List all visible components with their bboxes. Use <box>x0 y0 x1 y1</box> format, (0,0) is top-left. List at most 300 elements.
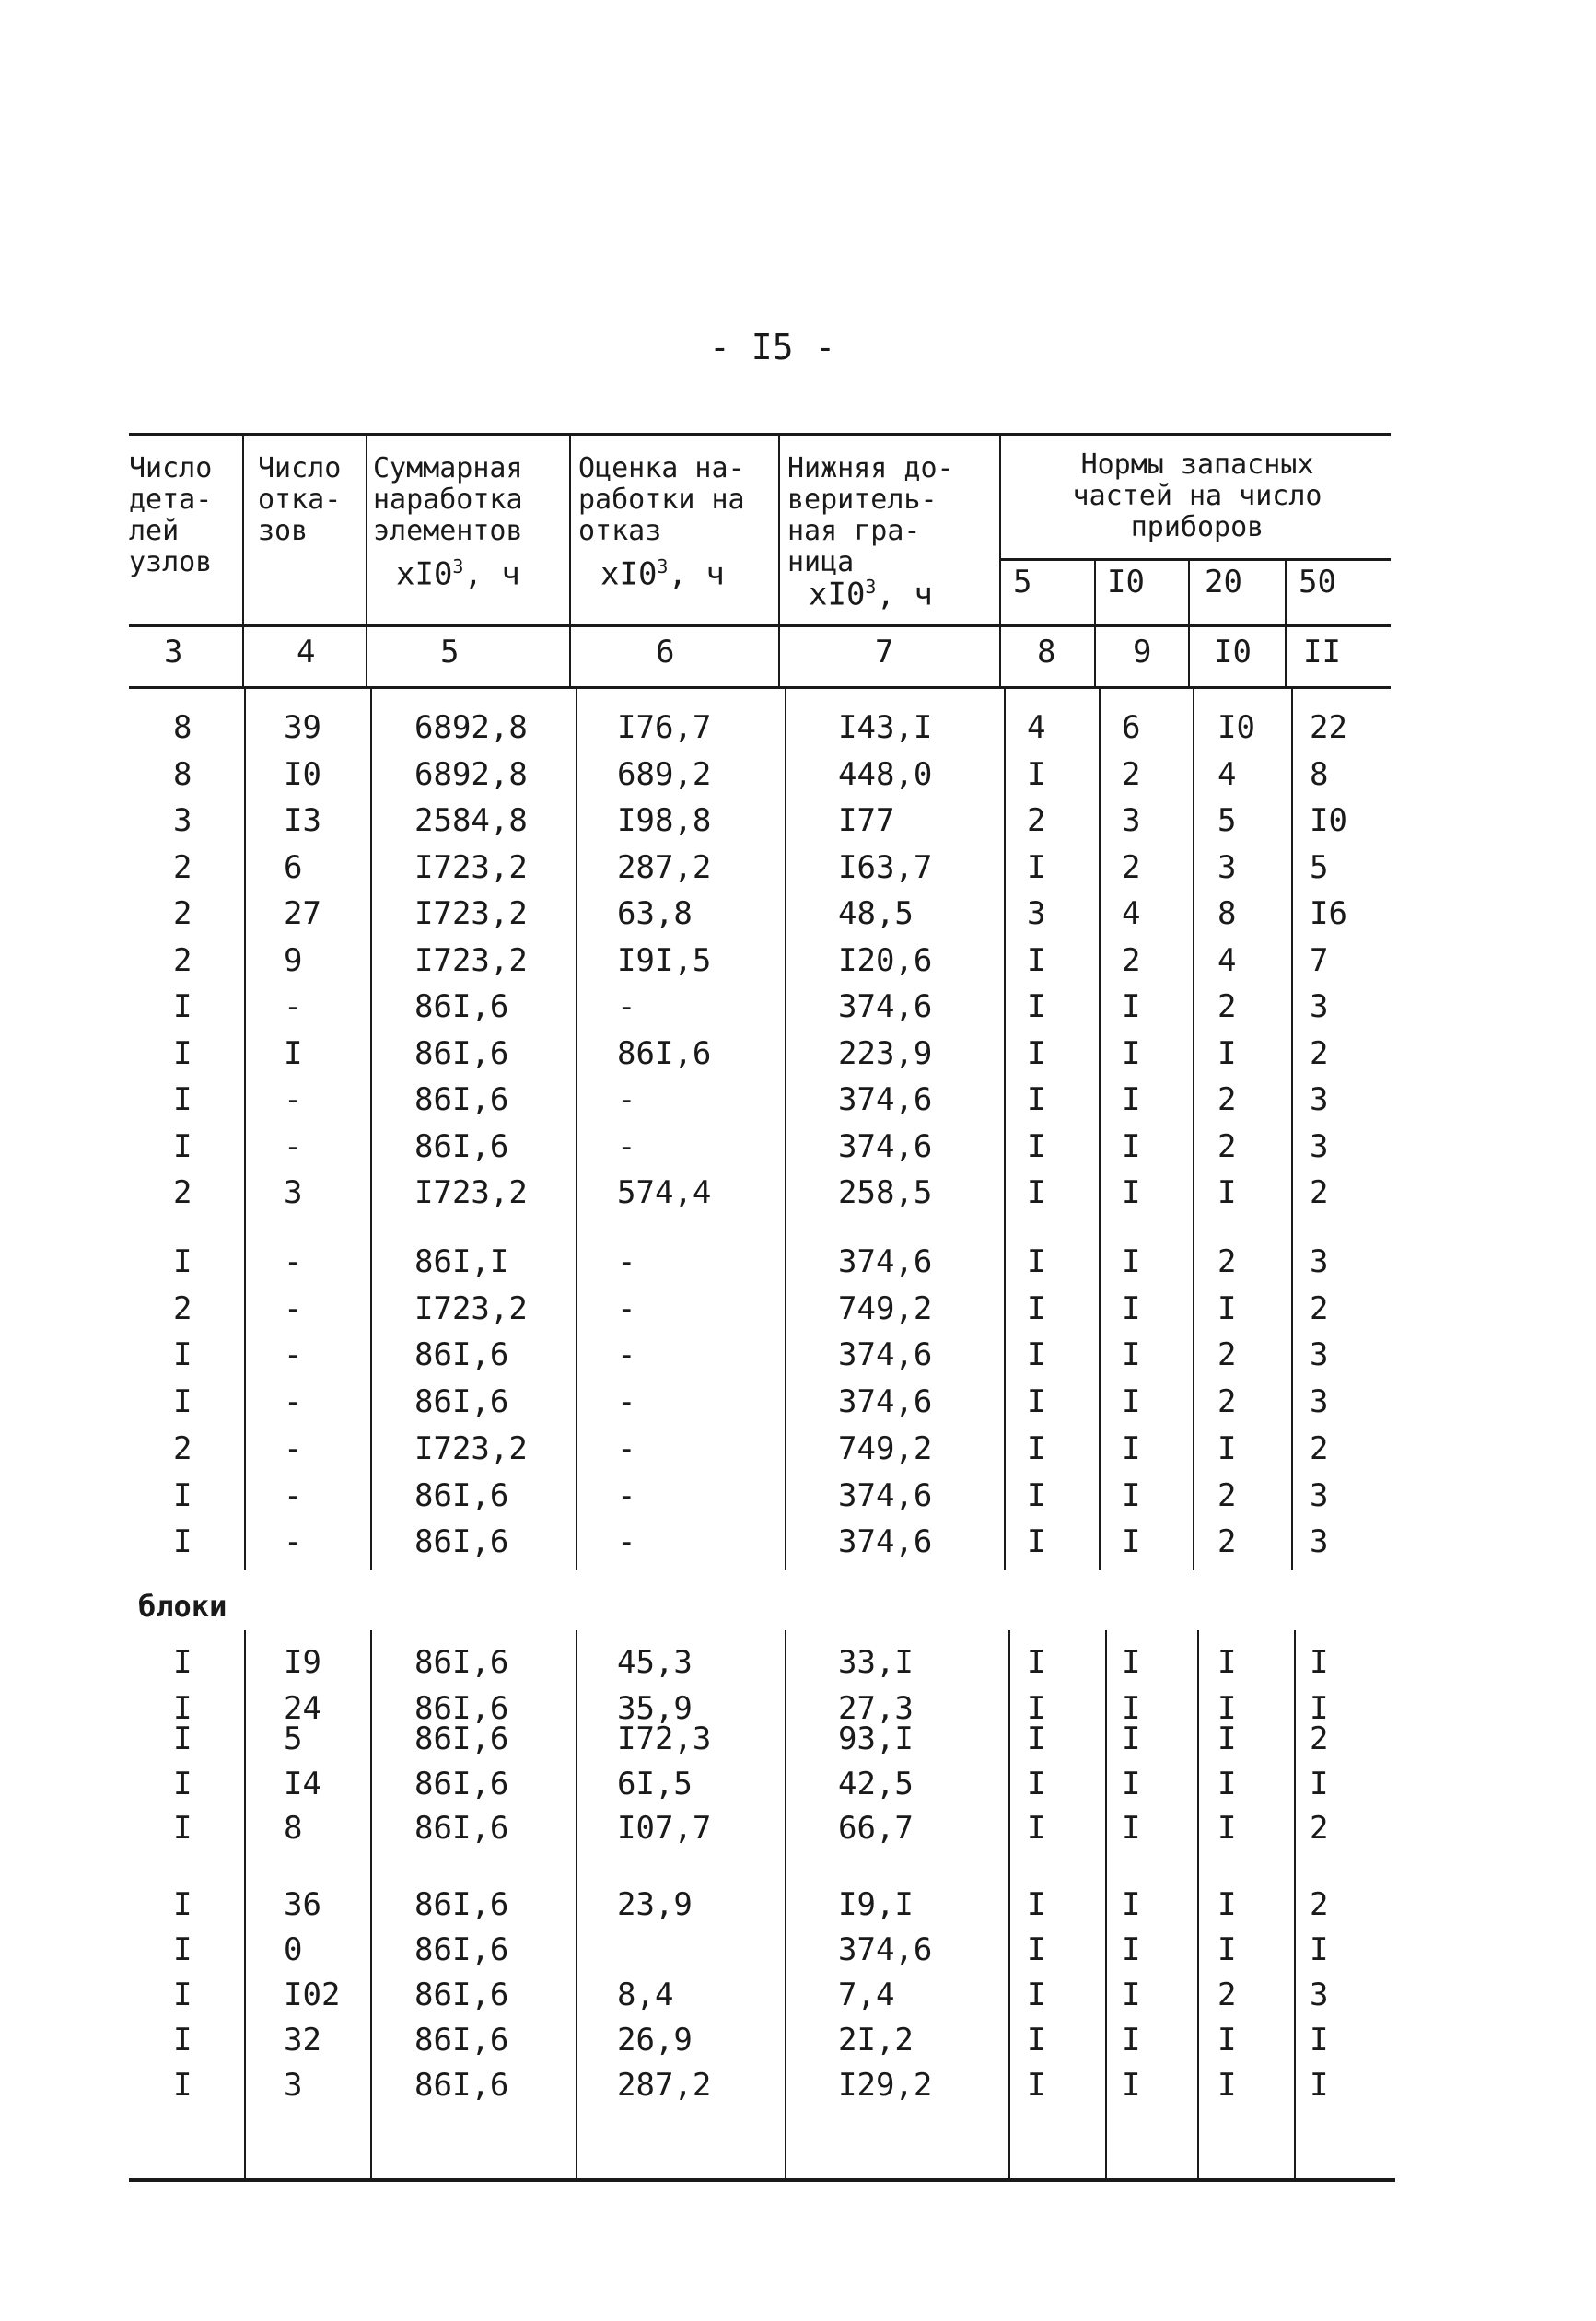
table-cell: 48,5 <box>838 895 914 932</box>
table-cell: I <box>173 2022 192 2059</box>
table-cell: 63,8 <box>617 895 693 932</box>
table-cell: 2 <box>1122 755 1141 793</box>
table-cell: 86I,6 <box>617 1034 712 1072</box>
table-cell: I <box>1122 1081 1141 1118</box>
table-cell: - <box>617 1243 636 1280</box>
table-cell: I <box>1027 1289 1046 1327</box>
table-cell: 6 <box>1122 709 1141 746</box>
table-cell: 2 <box>1310 1886 1329 1923</box>
table-cell: I723,2 <box>414 941 528 979</box>
table-cell: I <box>1027 2022 1046 2059</box>
table-cell: 86I,I <box>414 1243 509 1280</box>
table-cell: I <box>1122 1429 1141 1467</box>
vertical-rule <box>785 1630 786 2178</box>
page-number: - I5 - <box>709 327 836 367</box>
vertical-rule <box>1294 1630 1296 2178</box>
table-cell: I0 <box>1217 709 1255 746</box>
table-cell: I <box>1122 1336 1141 1374</box>
table-cell: I <box>1122 1886 1141 1923</box>
table-cell: I <box>173 1765 192 1802</box>
table-cell: 8 <box>284 1810 303 1847</box>
table-cell: I <box>173 1644 192 1681</box>
table-cell: 3 <box>1310 1977 1329 2013</box>
table-cell: 3 <box>1310 1081 1329 1118</box>
vertical-rule <box>370 686 372 1570</box>
table-cell: I <box>1027 1810 1046 1847</box>
table-cell: 3 <box>1310 1336 1329 1374</box>
table-cell: - <box>617 1081 636 1118</box>
table-cell: I <box>1122 1523 1141 1561</box>
vertical-rule <box>242 433 244 686</box>
table-cell: I <box>1122 1289 1141 1327</box>
table-cell: 2 <box>1217 1383 1237 1421</box>
table-cell: I <box>1217 1289 1237 1327</box>
table-cell: I3 <box>284 802 321 839</box>
table-cell: 3 <box>284 1174 303 1211</box>
table-cell: I <box>1122 1977 1141 2013</box>
table-cell: I <box>1217 1720 1237 1757</box>
column-number: 9 <box>1133 634 1152 671</box>
table-cell: 2584,8 <box>414 802 528 839</box>
table-cell: 2 <box>173 895 192 932</box>
table-cell: I <box>1122 1765 1141 1802</box>
table-cell: 4 <box>1122 895 1141 932</box>
table-cell: I <box>1027 1931 1046 1968</box>
vertical-rule <box>999 433 1001 686</box>
vertical-rule <box>1285 558 1287 686</box>
unit-col6: $xI0^3$, ч <box>600 555 725 593</box>
table-cell: 6892,8 <box>414 755 528 793</box>
table-cell: 23,9 <box>617 1886 693 1923</box>
table-cell: 374,6 <box>838 1081 933 1118</box>
table-cell: 86I,6 <box>414 1336 509 1374</box>
table-cell: I <box>173 1081 192 1118</box>
table-cell: 6I,5 <box>617 1765 693 1802</box>
table-cell: I <box>284 1034 303 1072</box>
table-cell: I <box>1217 2067 1237 2104</box>
table-cell: I <box>1027 1174 1046 1211</box>
table-cell: 86I,6 <box>414 1931 509 1968</box>
table-cell: 6892,8 <box>414 709 528 746</box>
table-cell: I9 <box>284 1644 321 1681</box>
table-cell: 2 <box>173 1174 192 1211</box>
table-cell: 2 <box>1217 1336 1237 1374</box>
column-number: 7 <box>875 634 894 671</box>
table-cell: 42,5 <box>838 1765 914 1802</box>
table-cell: 86I,6 <box>414 1383 509 1421</box>
table-cell: 32 <box>284 2022 321 2059</box>
table-cell: - <box>617 1523 636 1561</box>
spare-col-20: 20 <box>1205 564 1242 601</box>
table-cell: 3 <box>284 2067 303 2104</box>
table-cell: 2 <box>1122 848 1141 886</box>
horizontal-rule <box>129 624 1391 627</box>
table-cell: 2 <box>1310 1289 1329 1327</box>
table-cell: 2 <box>1217 1476 1237 1514</box>
table-cell: 2 <box>1122 941 1141 979</box>
table-cell: 2 <box>1310 1810 1329 1847</box>
table-cell: - <box>284 1383 303 1421</box>
table-cell: I98,8 <box>617 802 712 839</box>
table-cell: I <box>1217 1765 1237 1802</box>
table-cell: I723,2 <box>414 1174 528 1211</box>
table-cell: - <box>617 1429 636 1467</box>
table-cell: 9 <box>284 941 303 979</box>
table-cell: 374,6 <box>838 1931 933 1968</box>
table-cell: I <box>173 1977 192 2013</box>
table-cell: I <box>1027 1034 1046 1072</box>
table-cell: 5 <box>284 1720 303 1757</box>
table-cell: 374,6 <box>838 1243 933 1280</box>
table-cell: I <box>1217 1644 1237 1681</box>
table-cell: 33,I <box>838 1644 914 1681</box>
table-cell: I <box>1122 1243 1141 1280</box>
table-cell: - <box>284 1081 303 1118</box>
table-cell: I <box>173 1931 192 1968</box>
table-cell: I <box>173 988 192 1025</box>
table-cell: I <box>1122 1644 1141 1681</box>
horizontal-rule <box>999 558 1391 561</box>
table-cell: 45,3 <box>617 1644 693 1681</box>
table-cell: I <box>173 1523 192 1561</box>
table-cell: 27,3 <box>838 1690 914 1727</box>
table-cell: I <box>1027 1336 1046 1374</box>
header-col6: Оценка на- работки на отказ <box>578 452 745 547</box>
horizontal-rule <box>129 686 1391 689</box>
table-cell: 22 <box>1310 709 1347 746</box>
table-cell: I <box>1217 1034 1237 1072</box>
table-cell: I <box>173 1243 192 1280</box>
table-cell: 2I,2 <box>838 2022 914 2059</box>
table-cell: I <box>1217 1931 1237 1968</box>
table-cell: I <box>173 1810 192 1847</box>
table-cell: I4 <box>284 1765 321 1802</box>
table-cell: 2 <box>173 1429 192 1467</box>
table-cell: 4 <box>1217 941 1237 979</box>
table-cell: 0 <box>284 1931 303 1968</box>
table-cell: I <box>1217 1810 1237 1847</box>
table-cell: 258,5 <box>838 1174 933 1211</box>
table-cell: 86I,6 <box>414 1765 509 1802</box>
table-cell: 86I,6 <box>414 1886 509 1923</box>
vertical-rule <box>244 1630 246 2178</box>
table-cell: I <box>173 1476 192 1514</box>
table-cell: 86I,6 <box>414 1690 509 1727</box>
vertical-rule <box>569 433 571 686</box>
table-cell: 287,2 <box>617 848 712 886</box>
table-cell: 8 <box>173 755 192 793</box>
table-cell: - <box>284 1243 303 1280</box>
column-number: I0 <box>1214 634 1252 671</box>
table-cell: I29,2 <box>838 2067 933 2104</box>
table-cell: I <box>173 1034 192 1072</box>
table-cell: I <box>1310 1690 1329 1727</box>
table-cell: 448,0 <box>838 755 933 793</box>
table-cell: I <box>173 1127 192 1165</box>
table-cell: 3 <box>1310 1243 1329 1280</box>
vertical-rule <box>576 686 577 1570</box>
horizontal-rule <box>129 2178 1395 2182</box>
table-cell: I <box>173 2067 192 2104</box>
table-cell: 2 <box>1217 1243 1237 1280</box>
table-cell: I <box>1310 2022 1329 2059</box>
table-cell: 689,2 <box>617 755 712 793</box>
vertical-rule <box>1193 686 1194 1570</box>
column-number: 8 <box>1037 634 1056 671</box>
table-cell: I <box>1027 1886 1046 1923</box>
table-cell: 5 <box>1217 802 1237 839</box>
table-cell: 2 <box>1217 1977 1237 2013</box>
table-cell: I <box>1027 1243 1046 1280</box>
table-cell: I72,3 <box>617 1720 712 1757</box>
vertical-rule <box>1008 1630 1010 2178</box>
table-cell: 3 <box>1310 1476 1329 1514</box>
table-cell: 4 <box>1217 755 1237 793</box>
vertical-rule <box>778 433 780 686</box>
table-cell: 86I,6 <box>414 1081 509 1118</box>
vertical-rule <box>1188 558 1190 686</box>
table-cell: I76,7 <box>617 709 712 746</box>
table-cell: 3 <box>1310 1523 1329 1561</box>
table-cell: - <box>617 1127 636 1165</box>
table-cell: 2 <box>1217 1523 1237 1561</box>
table-cell: 2 <box>1310 1034 1329 1072</box>
table-cell: I <box>1027 848 1046 886</box>
table-cell: I <box>173 1383 192 1421</box>
table-cell: - <box>284 1289 303 1327</box>
table-cell: 3 <box>1310 1383 1329 1421</box>
table-cell: 3 <box>1027 895 1046 932</box>
vertical-rule <box>785 686 786 1570</box>
table-cell: I6 <box>1310 895 1347 932</box>
reliability-table <box>129 433 1395 2183</box>
table-cell: 86I,6 <box>414 988 509 1025</box>
table-cell: 374,6 <box>838 1127 933 1165</box>
column-number: 6 <box>656 634 675 671</box>
table-cell: - <box>617 1383 636 1421</box>
table-cell: I43,I <box>838 709 933 746</box>
table-cell: 374,6 <box>838 1336 933 1374</box>
table-cell: 66,7 <box>838 1810 914 1847</box>
table-cell: I723,2 <box>414 1289 528 1327</box>
table-cell: I <box>1217 1429 1237 1467</box>
table-cell: I <box>1122 988 1141 1025</box>
table-cell: 3 <box>1310 988 1329 1025</box>
table-cell: 2 <box>1217 1127 1237 1165</box>
table-cell: 8 <box>173 709 192 746</box>
table-cell: I <box>1122 1720 1141 1757</box>
spare-col-5: 5 <box>1013 564 1032 601</box>
table-cell: 24 <box>284 1690 321 1727</box>
table-cell: - <box>284 1476 303 1514</box>
table-cell: I <box>1122 1931 1141 1968</box>
table-cell: I <box>1027 2067 1046 2104</box>
table-cell: I07,7 <box>617 1810 712 1847</box>
table-cell: 86I,6 <box>414 2067 509 2104</box>
table-cell: 3 <box>1310 1127 1329 1165</box>
table-cell: I <box>173 1336 192 1374</box>
table-cell: 8 <box>1310 755 1329 793</box>
table-cell: 86I,6 <box>414 1977 509 2013</box>
header-spare-group: Нормы запасных частей на число приборов <box>1072 449 1322 543</box>
table-cell: 2 <box>173 941 192 979</box>
vertical-rule <box>370 1630 372 2178</box>
table-cell: - <box>617 1476 636 1514</box>
table-cell: I <box>1217 2022 1237 2059</box>
table-cell: I <box>1122 1476 1141 1514</box>
table-cell: I <box>1027 1977 1046 2013</box>
table-cell: 2 <box>173 1289 192 1327</box>
table-cell: - <box>284 1127 303 1165</box>
table-cell: 2 <box>1310 1429 1329 1467</box>
table-cell: 39 <box>284 709 321 746</box>
column-number: 3 <box>164 634 183 671</box>
vertical-rule <box>1197 1630 1199 2178</box>
table-cell: 86I,6 <box>414 2022 509 2059</box>
table-cell: 93,I <box>838 1720 914 1757</box>
table-cell: I <box>1027 988 1046 1025</box>
table-cell: I9,I <box>838 1886 914 1923</box>
column-number: 4 <box>297 634 316 671</box>
table-cell: - <box>617 1289 636 1327</box>
table-cell: I <box>173 1720 192 1757</box>
table-cell: 86I,6 <box>414 1644 509 1681</box>
header-col4: Число отка- зов <box>258 452 342 547</box>
table-cell: 2 <box>1217 1081 1237 1118</box>
table-cell: 7 <box>1310 941 1329 979</box>
table-cell: I <box>1122 1127 1141 1165</box>
table-cell: 86I,6 <box>414 1523 509 1561</box>
table-cell: 27 <box>284 895 321 932</box>
table-cell: I723,2 <box>414 895 528 932</box>
table-cell: - <box>284 1336 303 1374</box>
vertical-rule <box>1099 686 1101 1570</box>
table-cell: I <box>1027 755 1046 793</box>
vertical-rule <box>1004 686 1006 1570</box>
table-cell: 749,2 <box>838 1429 933 1467</box>
table-cell: I <box>1027 1690 1046 1727</box>
table-cell: 223,9 <box>838 1034 933 1072</box>
table-cell: - <box>617 988 636 1025</box>
table-cell: 2 <box>1027 802 1046 839</box>
table-cell: I9I,5 <box>617 941 712 979</box>
table-cell: I <box>1122 2067 1141 2104</box>
spare-col-50: 50 <box>1299 564 1336 601</box>
column-number: 5 <box>440 634 460 671</box>
table-cell: 8,4 <box>617 1977 674 2013</box>
table-cell: 5 <box>1310 848 1329 886</box>
table-cell: 374,6 <box>838 1523 933 1561</box>
table-cell: 36 <box>284 1886 321 1923</box>
table-cell: I <box>1217 1174 1237 1211</box>
table-cell: I <box>1310 2067 1329 2104</box>
table-cell: I <box>1217 1690 1237 1727</box>
table-cell: I723,2 <box>414 1429 528 1467</box>
table-cell: I <box>1122 1690 1141 1727</box>
table-cell: 6 <box>284 848 303 886</box>
table-cell: 374,6 <box>838 988 933 1025</box>
table-cell: I02 <box>284 1977 341 2013</box>
table-cell: I <box>1027 1476 1046 1514</box>
table-cell: - <box>284 988 303 1025</box>
header-col7: Нижняя до- веритель- ная гра- ница <box>787 452 954 578</box>
table-cell: 374,6 <box>838 1383 933 1421</box>
table-cell: I0 <box>1310 802 1347 839</box>
table-cell: I <box>1122 2022 1141 2059</box>
unit-col5: $xI0^3$, ч <box>396 555 520 593</box>
table-cell: I <box>1027 1127 1046 1165</box>
table-cell: 7,4 <box>838 1977 895 2013</box>
unit-col7: $xI0^3$, ч <box>809 576 933 613</box>
table-cell: 86I,6 <box>414 1720 509 1757</box>
table-cell: I20,6 <box>838 941 933 979</box>
table-cell: I <box>1122 1034 1141 1072</box>
table-cell: I <box>1122 1383 1141 1421</box>
table-cell: 8 <box>1217 895 1237 932</box>
vertical-rule <box>576 1630 577 2178</box>
table-cell: 3 <box>173 802 192 839</box>
table-cell: 86I,6 <box>414 1476 509 1514</box>
table-cell: 86I,6 <box>414 1127 509 1165</box>
table-cell: - <box>284 1523 303 1561</box>
column-number: II <box>1303 634 1341 671</box>
table-cell: - <box>617 1336 636 1374</box>
table-cell: I <box>1310 1765 1329 1802</box>
table-cell: 86I,6 <box>414 1810 509 1847</box>
table-cell: 374,6 <box>838 1476 933 1514</box>
table-cell: I <box>1310 1931 1329 1968</box>
table-cell: 749,2 <box>838 1289 933 1327</box>
table-cell: 2 <box>1217 988 1237 1025</box>
table-cell: I0 <box>284 755 321 793</box>
table-cell: I63,7 <box>838 848 933 886</box>
table-cell: I <box>173 1886 192 1923</box>
table-cell: I723,2 <box>414 848 528 886</box>
table-cell: 287,2 <box>617 2067 712 2104</box>
spare-col-10: I0 <box>1107 564 1145 601</box>
table-cell: 2 <box>173 848 192 886</box>
vertical-rule <box>1094 558 1096 686</box>
section-label-blocks: блоки <box>138 1589 227 1624</box>
table-cell: 2 <box>1310 1174 1329 1211</box>
table-cell: I <box>1310 1644 1329 1681</box>
table-cell: I <box>1027 1644 1046 1681</box>
table-cell: 4 <box>1027 709 1046 746</box>
table-cell: I <box>1217 1886 1237 1923</box>
table-cell: I <box>1027 1523 1046 1561</box>
header-col3: Число дета- лей узлов <box>129 452 213 578</box>
table-cell: I <box>1027 941 1046 979</box>
vertical-rule <box>244 686 246 1570</box>
table-cell: - <box>284 1429 303 1467</box>
table-cell: 3 <box>1217 848 1237 886</box>
table-cell: I <box>1027 1383 1046 1421</box>
table-cell: 26,9 <box>617 2022 693 2059</box>
header-col5: Суммарная наработка элементов <box>373 452 523 547</box>
table-cell: I <box>1122 1810 1141 1847</box>
horizontal-rule <box>129 433 1391 436</box>
table-cell: 3 <box>1122 802 1141 839</box>
table-cell: I <box>1027 1429 1046 1467</box>
table-cell: I <box>1027 1765 1046 1802</box>
vertical-rule <box>1291 686 1293 1570</box>
vertical-rule <box>366 433 367 686</box>
table-cell: I77 <box>838 802 895 839</box>
table-cell: I <box>173 1690 192 1727</box>
table-cell: I <box>1027 1081 1046 1118</box>
table-cell: 86I,6 <box>414 1034 509 1072</box>
table-cell: I <box>1122 1174 1141 1211</box>
